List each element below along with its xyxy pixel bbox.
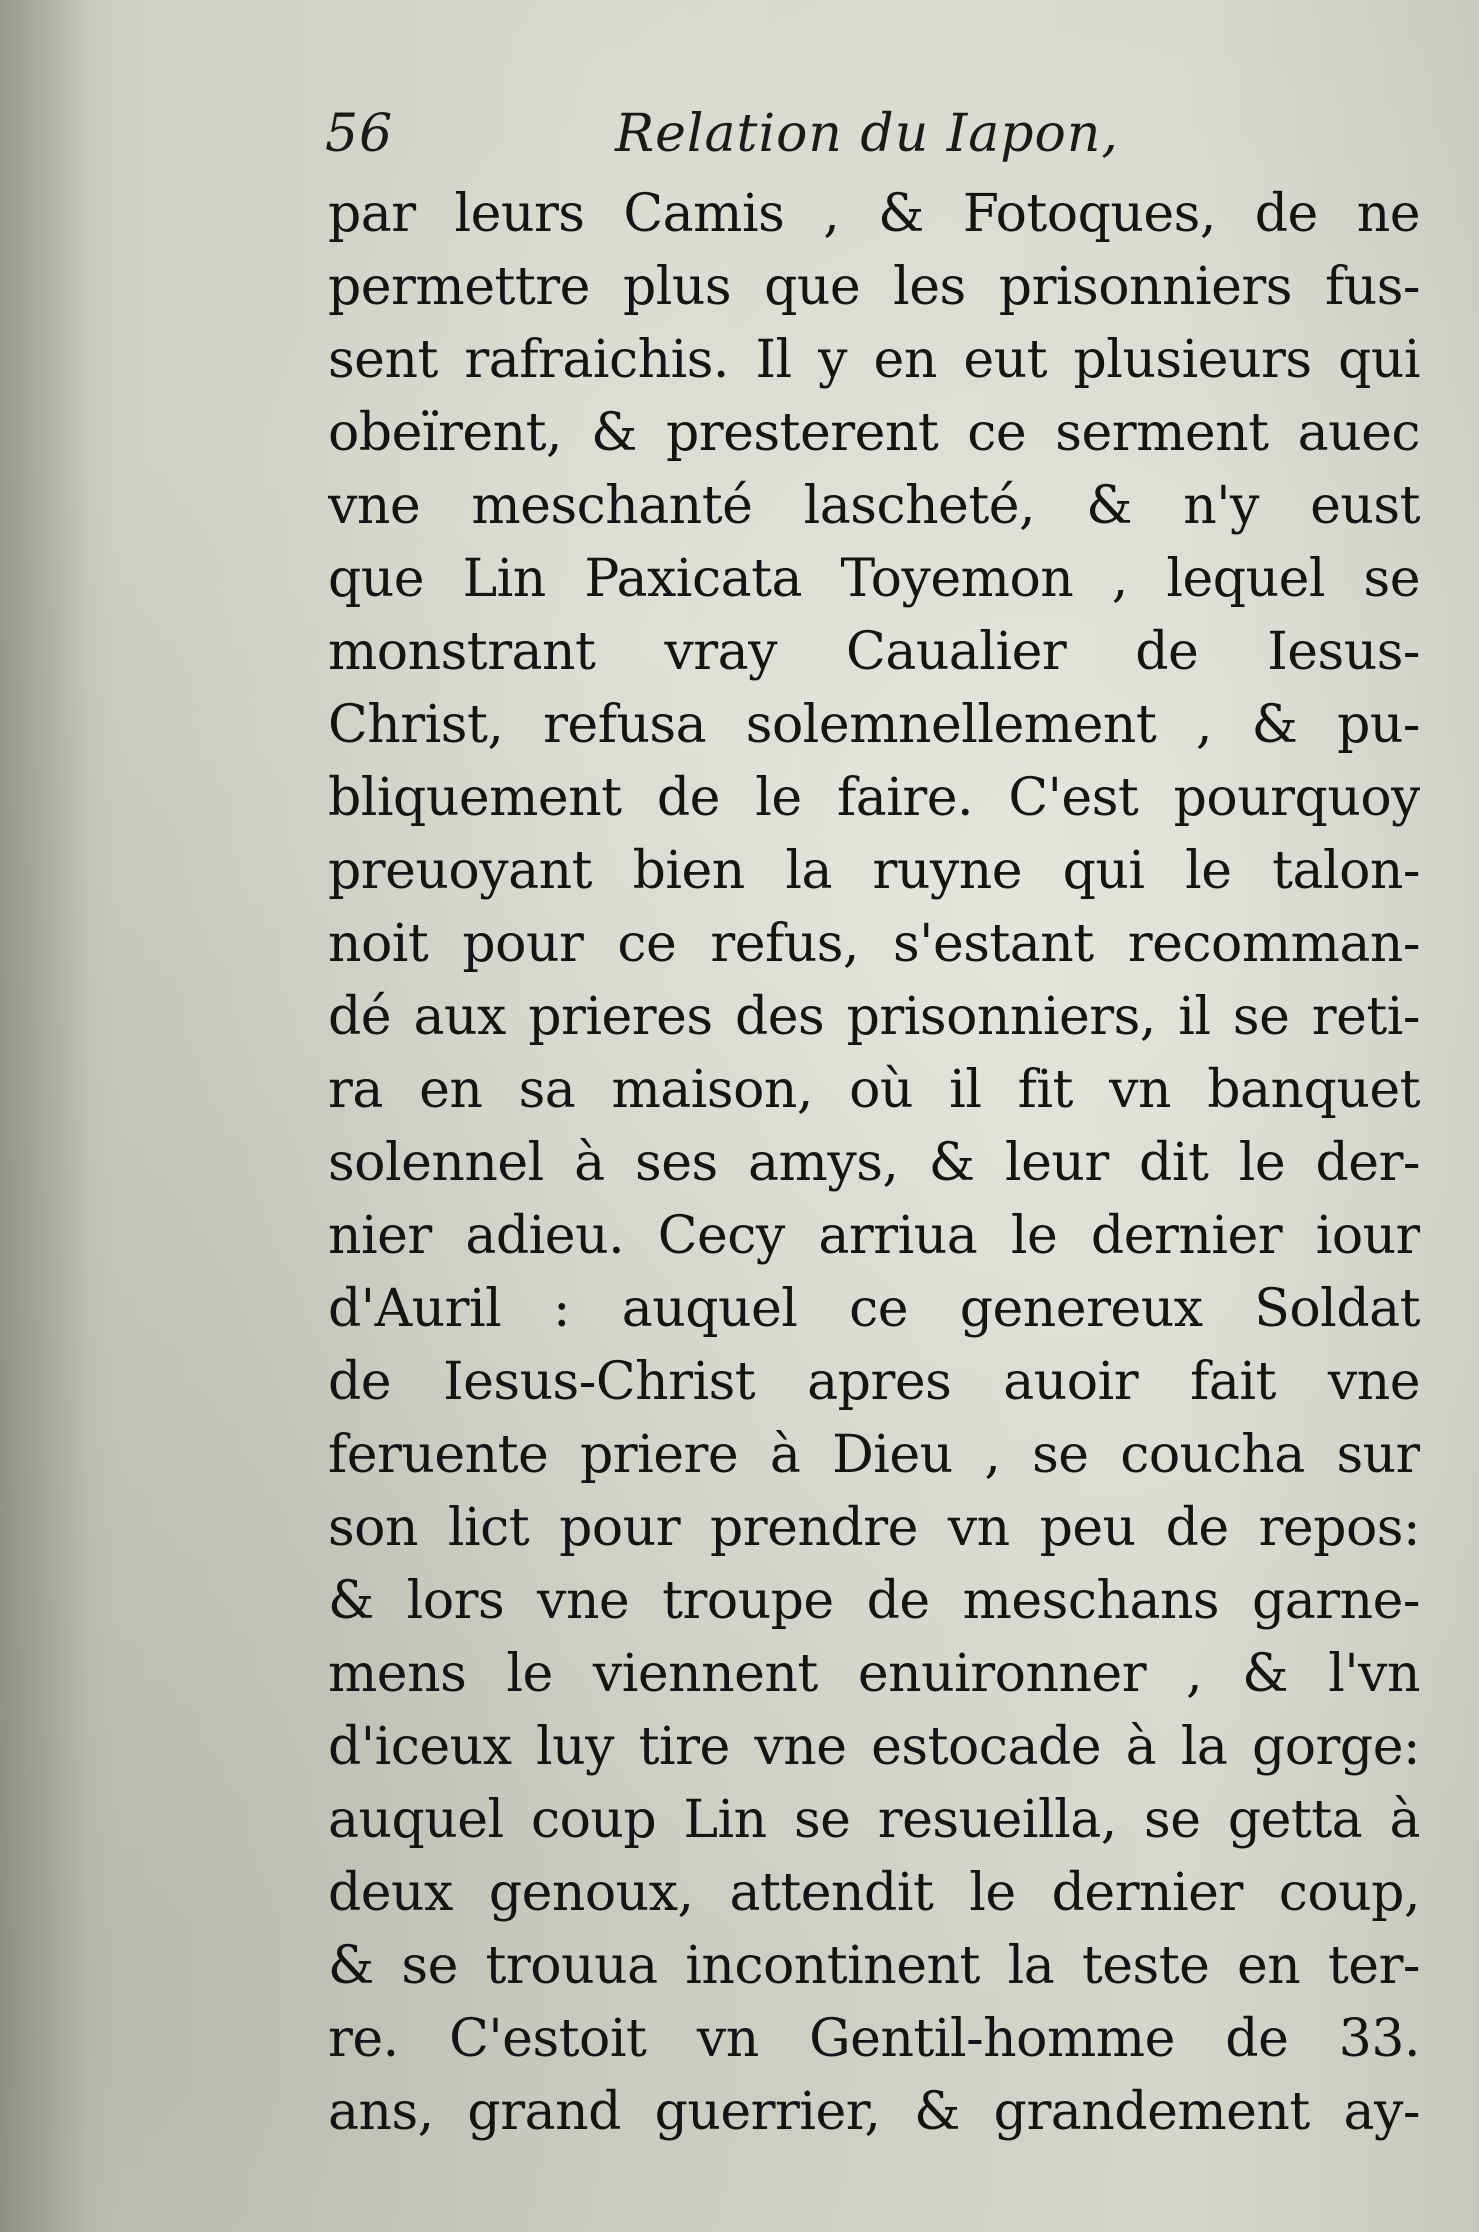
text-line: monstrant vray Caualier de Iesus- (328, 622, 1420, 682)
text-line: bliquement de le faire. C'est pourquoy (328, 768, 1420, 828)
text-line: sent rafraichis. Il y en eut plusieurs qui (328, 330, 1420, 390)
text-line: ra en sa maison, où il fit vn banquet (328, 1060, 1420, 1120)
text-line: dé aux prieres des prisonniers, il se reti- (328, 987, 1420, 1047)
page-header (325, 104, 1425, 174)
text-line: re. C'estoit vn Gentil-homme de 33. (328, 2009, 1420, 2069)
text-line: vne meschanté lascheté, & n'y eust (328, 476, 1420, 536)
text-line: mens le viennent enuironner , & l'vn (328, 1644, 1420, 1704)
text-line: de Iesus-Christ apres auoir fait vne (328, 1352, 1420, 1412)
binding-shadow (0, 0, 90, 2232)
page-number: 56 (325, 104, 394, 164)
text-line: auquel coup Lin se resueilla, se getta à (328, 1790, 1420, 1850)
text-line: que Lin Paxicata Toyemon , lequel se (328, 549, 1420, 609)
text-line: ans, grand guerrier, & grandement ay- (328, 2082, 1420, 2142)
text-line: nier adieu. Cecy arriua le dernier iour (328, 1206, 1420, 1266)
text-line: deux genoux, attendit le dernier coup, (328, 1863, 1420, 1923)
text-line: obeïrent, & presterent ce serment auec (328, 403, 1420, 463)
text-line: Christ, refusa solemnellement , & pu- (328, 695, 1420, 755)
text-line: par leurs Camis , & Fotoques, de ne (328, 184, 1420, 244)
running-head: Relation du Iapon, (615, 104, 1119, 164)
text-line: & lors vne troupe de meschans garne- (328, 1571, 1420, 1631)
body-text (328, 178, 1420, 2149)
text-line: solennel à ses amys, & leur dit le der- (328, 1133, 1420, 1193)
text-line: & se trouua incontinent la teste en ter- (328, 1936, 1420, 1996)
text-line: permettre plus que les prisonniers fus- (328, 257, 1420, 317)
text-line: feruente priere à Dieu , se coucha sur (328, 1425, 1420, 1485)
text-line: preuoyant bien la ruyne qui le talon- (328, 841, 1420, 901)
text-line: son lict pour prendre vn peu de repos: (328, 1498, 1420, 1558)
text-line: d'iceux luy tire vne estocade à la gorge: (328, 1717, 1420, 1777)
text-line: d'Auril : auquel ce genereux Soldat (328, 1279, 1420, 1339)
text-line: noit pour ce refus, s'estant recomman- (328, 914, 1420, 974)
